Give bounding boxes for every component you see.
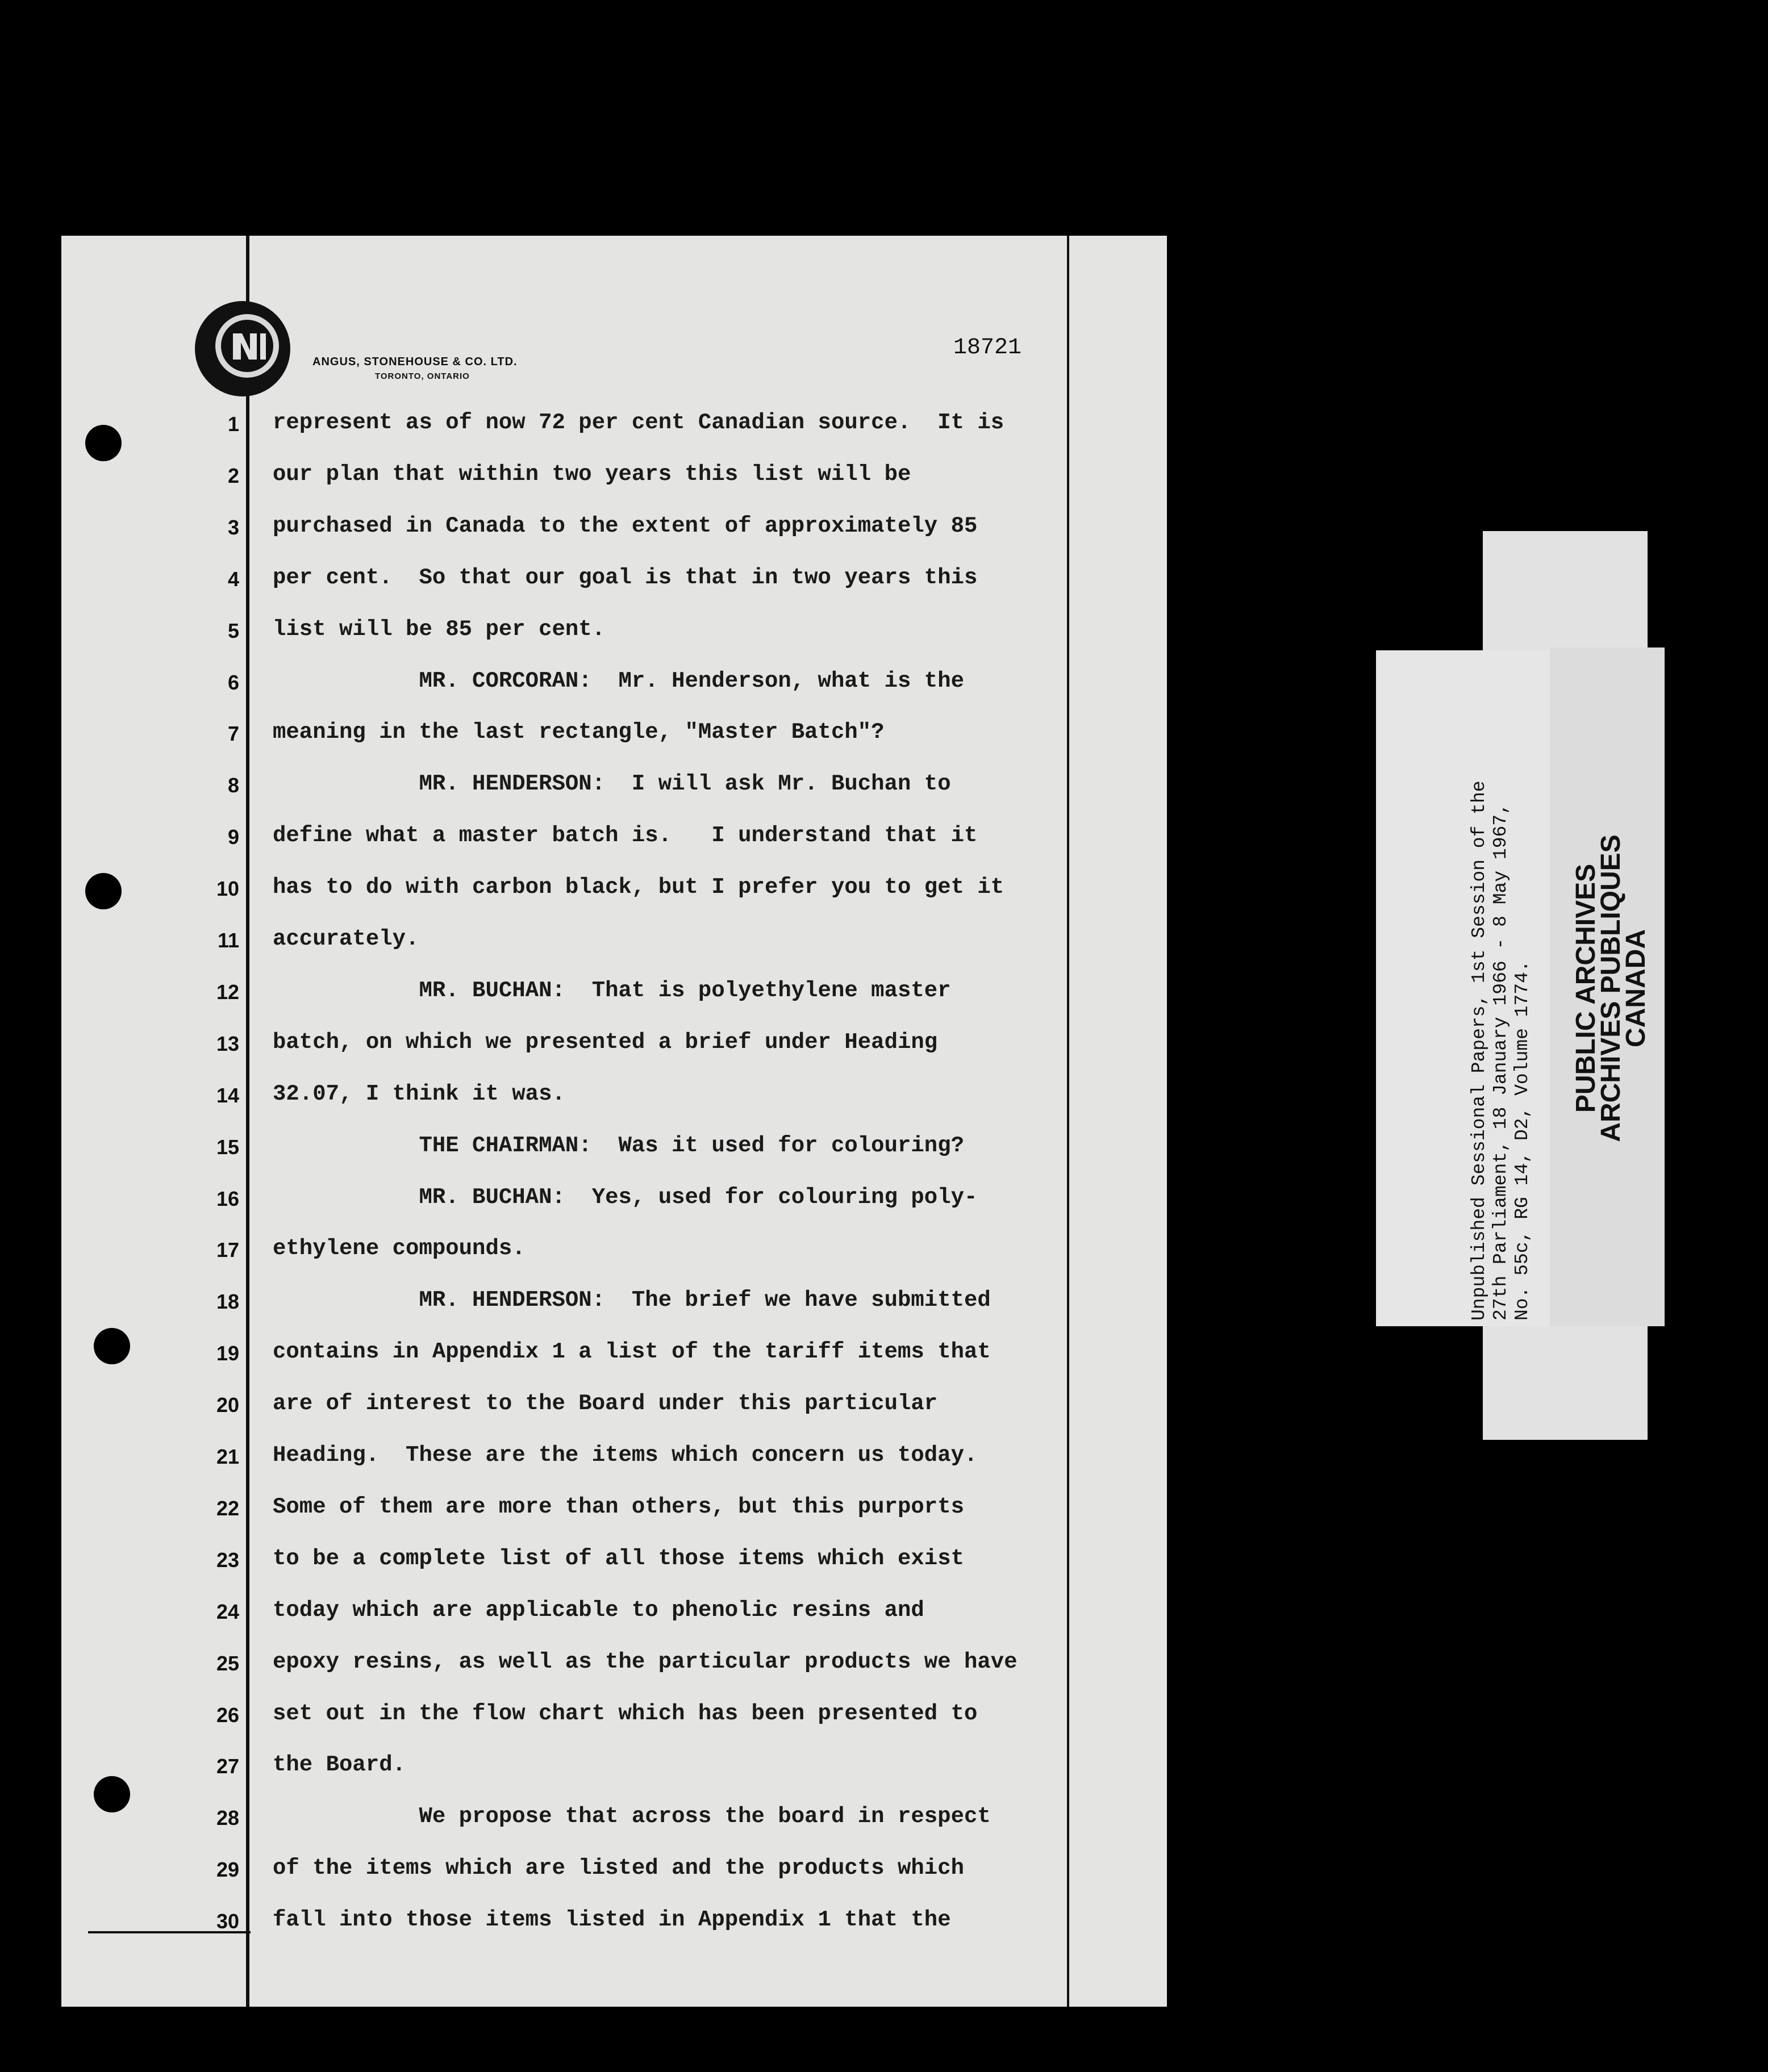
transcript-line: our plan that within two years this list will be — [273, 462, 911, 487]
archive-title-country: CANADA — [1621, 929, 1651, 1047]
transcript-line: define what a master batch is. I understand that it — [273, 823, 978, 848]
punch-hole-1 — [85, 425, 122, 461]
archive-citation-line: No. 55c, RG 14, D2, Volume 1774. — [1512, 960, 1533, 1321]
transcript-line: per cent. So that our goal is that in two years this — [273, 565, 978, 590]
transcript-line: MR. BUCHAN: Yes, used for colouring poly- — [273, 1185, 978, 1210]
transcript-line: fall into those items listed in Appendix 1 that the — [273, 1907, 951, 1932]
archive-stamp-title — [1571, 807, 1651, 1170]
transcript-line: We propose that across the board in respect — [273, 1804, 991, 1829]
company-name: ANGUS, STONEHOUSE & CO. LTD. — [312, 356, 518, 368]
transcript-line: accurately. — [273, 926, 419, 951]
line-number: 13 — [216, 1032, 239, 1055]
line-number: 2 — [227, 464, 239, 487]
line-number: 12 — [216, 980, 239, 1004]
line-number: 1 — [227, 412, 239, 436]
line-number: 29 — [216, 1858, 239, 1881]
line-number: 22 — [216, 1497, 239, 1520]
line-number: 24 — [216, 1600, 239, 1623]
transcript-line: are of interest to the Board under this particular — [273, 1391, 938, 1416]
transcript-line: today which are applicable to phenolic resins and — [273, 1598, 924, 1623]
line-number: 11 — [217, 929, 239, 952]
line-number: 10 — [216, 877, 239, 900]
line-number: 20 — [216, 1393, 239, 1417]
transcript-line: MR. HENDERSON: The brief we have submitted — [273, 1288, 991, 1313]
line-number: 25 — [216, 1652, 239, 1675]
transcript-line: purchased in Canada to the extent of approximately 85 — [273, 513, 978, 538]
line-number: 14 — [216, 1084, 239, 1107]
transcript-line: represent as of now 72 per cent Canadian source. It is — [273, 410, 1004, 435]
line-number: 7 — [227, 722, 239, 745]
line-number: 18 — [216, 1290, 239, 1313]
line-number: 16 — [216, 1187, 239, 1210]
transcript-line: set out in the flow chart which has been presented to — [273, 1701, 978, 1726]
transcript-line: epoxy resins, as well as the particular products we have — [273, 1649, 1018, 1674]
transcript-line: 32.07, I think it was. — [273, 1081, 565, 1106]
transcript-line: Heading. These are the items which concern us today. — [273, 1443, 978, 1468]
transcript-line: list will be 85 per cent. — [273, 617, 606, 642]
line-number: 4 — [227, 567, 239, 591]
transcript-line: meaning in the last rectangle, "Master Batch"? — [273, 720, 885, 745]
punch-hole-3 — [94, 1328, 130, 1364]
transcript-line: MR. BUCHAN: That is polyethylene master — [273, 978, 951, 1003]
line-number: 26 — [216, 1703, 239, 1727]
transcript-line: to be a complete list of all those items which exist — [273, 1546, 964, 1571]
transcript-line: Some of them are more than others, but this purports — [273, 1494, 964, 1519]
transcript-line: MR. CORCORAN: Mr. Henderson, what is the — [273, 669, 964, 694]
right-margin-rule — [1067, 236, 1069, 2007]
transcript-line: of the items which are listed and the products which — [273, 1856, 964, 1881]
archive-title-en: PUBLIC ARCHIVES — [1571, 863, 1601, 1113]
document-page — [61, 236, 1167, 2007]
archive-title-fr: ARCHIVES PUBLIQUES — [1596, 834, 1626, 1142]
archive-citation — [1469, 780, 1533, 1321]
line-number: 28 — [216, 1806, 239, 1829]
punch-hole-4 — [94, 1776, 130, 1812]
page-number: 18721 — [953, 335, 1022, 361]
archive-citation-line: 27th Parliament, 18 January 1966 - 8 May 1967, — [1490, 803, 1511, 1321]
line-number: 6 — [227, 671, 239, 694]
punch-hole-2 — [85, 873, 122, 909]
transcript-line: THE CHAIRMAN: Was it used for colouring? — [273, 1133, 964, 1158]
line-number: 21 — [216, 1445, 239, 1468]
transcript-line: ethylene compounds. — [273, 1236, 526, 1261]
line-number: 3 — [227, 516, 239, 539]
line-number: 15 — [216, 1135, 239, 1159]
transcript-line: the Board. — [273, 1752, 406, 1777]
line-number: 19 — [216, 1342, 239, 1365]
company-letterhead — [312, 354, 518, 384]
left-margin-rule — [246, 236, 249, 2007]
transcript-line: MR. HENDERSON: I will ask Mr. Buchan to — [273, 771, 951, 796]
transcript-line: batch, on which we presented a brief under Heading — [273, 1030, 938, 1055]
line-number: 9 — [227, 825, 239, 849]
line-number: 23 — [216, 1548, 239, 1572]
line-number: 30 — [216, 1910, 239, 1933]
line-number: 17 — [216, 1238, 239, 1261]
transcription-seal-logo — [193, 299, 293, 399]
company-location: TORONTO, ONTARIO — [375, 371, 470, 381]
line-number: 8 — [227, 774, 239, 797]
transcript-line: has to do with carbon black, but I prefer you to get it — [273, 875, 1004, 900]
line-number: 5 — [227, 619, 239, 642]
archive-citation-line: Unpublished Sessional Papers, 1st Session of the — [1469, 780, 1490, 1321]
transcript-line: contains in Appendix 1 a list of the tariff items that — [273, 1339, 991, 1364]
line-number: 27 — [216, 1754, 239, 1778]
